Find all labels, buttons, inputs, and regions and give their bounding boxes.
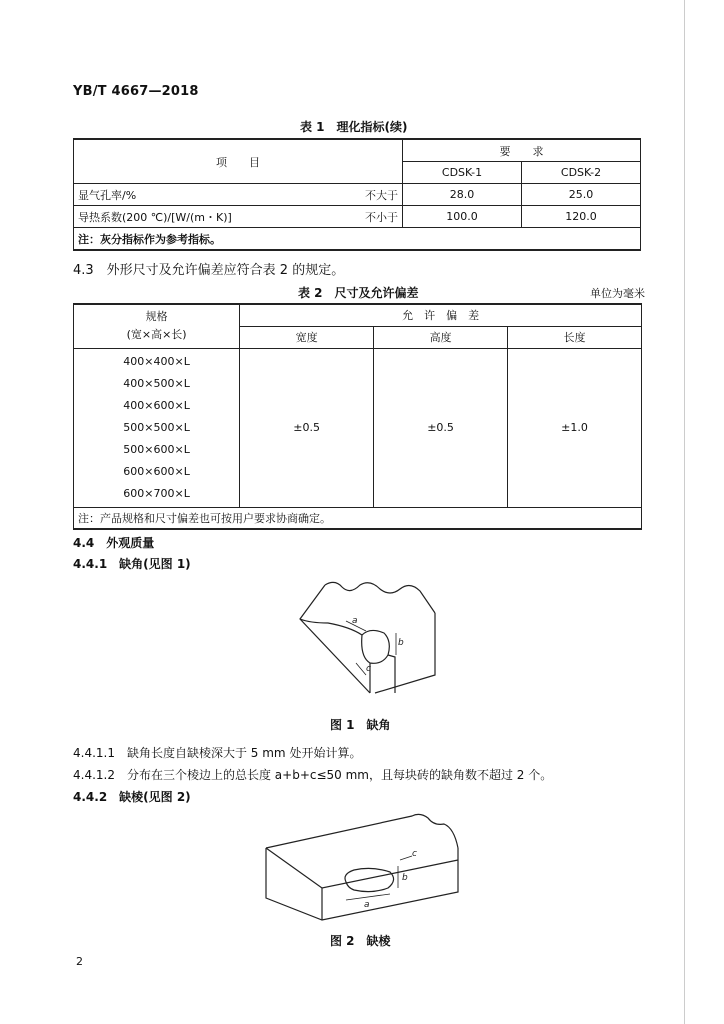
table2-value-width: ±0.5	[240, 348, 374, 507]
table1-row1-item: 显气孔率/%	[74, 184, 335, 206]
table1-grade-2: CDSK-2	[522, 162, 641, 184]
figure2-svg	[262, 808, 462, 928]
table-row	[74, 206, 641, 228]
fig2-missing-edge	[345, 868, 394, 891]
page-edge-line	[684, 0, 685, 1024]
fig2-label-b: b	[402, 873, 408, 883]
table2-unit: 单位为毫米	[590, 287, 645, 300]
list-item: 600×600×L	[123, 464, 190, 478]
section-4-4-2: 4.4.2 缺棱(见图 2)	[73, 790, 191, 804]
fig2-outline	[266, 848, 458, 920]
list-item: 400×400×L	[123, 354, 190, 368]
table2	[73, 303, 642, 530]
table1-grade-1: CDSK-1	[403, 162, 522, 184]
section-4-4-1: 4.4.1 缺角(见图 1)	[73, 557, 191, 571]
section-4-4-1-2: 4.4.1.2 分布在三个棱边上的总长度 a+b+c≤50 mm，且每块砖的缺角数不超过 2 个。	[73, 768, 553, 782]
table2-sizes	[74, 348, 240, 507]
table2-header-spec	[74, 304, 240, 348]
fig2-label-c: c	[412, 849, 417, 859]
figure1-svg	[270, 575, 450, 695]
table1-row2-cond: 不小于	[334, 206, 403, 228]
table2-value-height: ±0.5	[374, 348, 508, 507]
fig1-left-edge	[300, 585, 370, 693]
page-number: 2	[76, 955, 83, 968]
section-4-3: 4.3 外形尺寸及允许偏差应符合表 2 的规定。	[73, 263, 345, 278]
list-item: 500×500×L	[123, 420, 190, 434]
table1-header-requirement: 要 求	[403, 139, 641, 162]
table2-subcol-height: 高度	[374, 326, 508, 348]
list-item: 400×500×L	[123, 376, 190, 390]
fig1-missing-corner	[362, 630, 390, 663]
fig1-label-b: b	[398, 638, 404, 648]
table2-caption: 表 2 尺寸及允许偏差	[298, 286, 419, 300]
fig2-label-a: a	[364, 900, 370, 910]
figure2-caption: 图 2 缺棱	[330, 934, 391, 948]
standard-number: YB/T 4667—2018	[73, 84, 199, 99]
table-row	[74, 184, 641, 206]
table1-row1-cond: 不大于	[334, 184, 403, 206]
fig1-label-c: c	[366, 664, 371, 674]
list-item: 600×700×L	[123, 486, 190, 500]
table2-value-length: ±1.0	[508, 348, 642, 507]
table1-header-item: 项 目	[74, 139, 403, 184]
table2-subcol-width: 宽度	[240, 326, 374, 348]
table1-row1-v2: 25.0	[522, 184, 641, 206]
table1-row2-v2: 120.0	[522, 206, 641, 228]
figure1-drawing	[270, 575, 450, 695]
table1-caption: 表 1 理化指标(续)	[300, 120, 408, 134]
table2-header-tolerance: 允 许 偏 差	[240, 304, 642, 326]
table2-header-spec-line2: (宽×高×长)	[126, 328, 187, 342]
list-item: 500×600×L	[123, 442, 190, 456]
table2-note: 注：产品规格和尺寸偏差也可按用户要求协商确定。	[74, 507, 642, 529]
figure2-drawing	[262, 808, 462, 928]
figure1-caption: 图 1 缺角	[330, 718, 391, 732]
fig1-label-a: a	[352, 616, 358, 626]
list-item: 400×600×L	[123, 398, 190, 412]
table2-header-spec-line1: 规格	[145, 310, 168, 324]
table1-row2-item: 导热系数(200 ℃)/[W/(m・K)]	[74, 206, 335, 228]
section-4-4-1-1: 4.4.1.1 缺角长度自缺棱深大于 5 mm 处开始计算。	[73, 746, 362, 760]
fig2-top-edge	[266, 814, 458, 848]
table1-row1-v1: 28.0	[403, 184, 522, 206]
section-4-4: 4.4 外观质量	[73, 536, 155, 550]
table1	[73, 138, 641, 251]
table2-subcol-length: 长度	[508, 326, 642, 348]
fig1-right-edge	[375, 613, 435, 693]
table1-row2-v1: 100.0	[403, 206, 522, 228]
fig1-top-edge	[325, 582, 435, 613]
fig2-front-ridge	[266, 848, 458, 888]
table1-note: 注：灰分指标作为参考指标。	[74, 228, 641, 251]
